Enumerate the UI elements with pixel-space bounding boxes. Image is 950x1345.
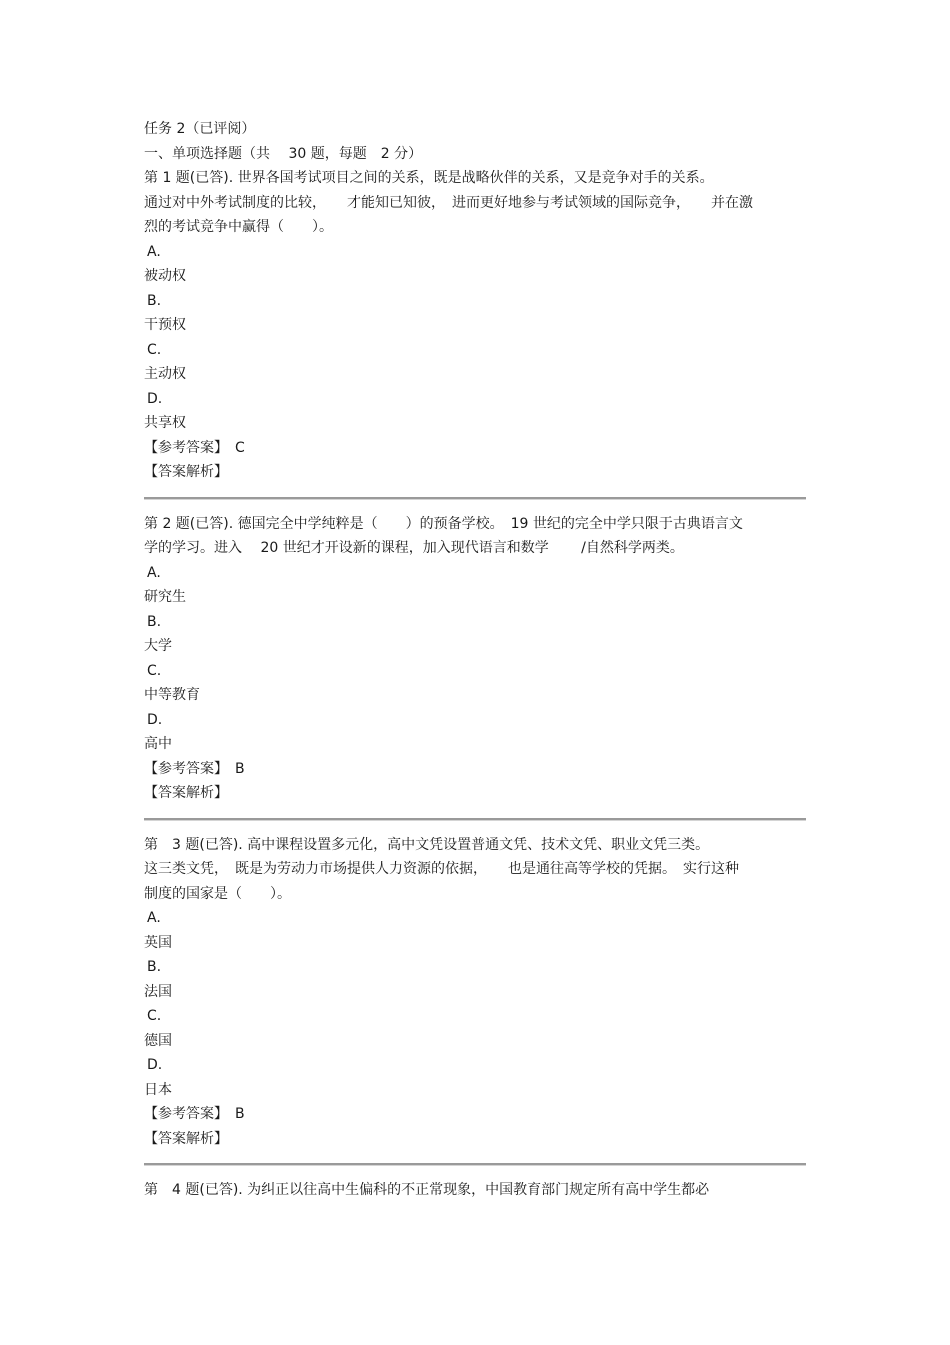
- option-b-letter: B.: [147, 613, 162, 630]
- option-c-letter: C.: [147, 1008, 162, 1024]
- option-d-text: 日本: [144, 1081, 172, 1098]
- question-text-line: 第 4 题(已答). 为纠正以往高中生偏科的不正常现象，中国教育部门规定所有高中学生都必: [144, 1182, 710, 1198]
- question-text-line: 通过对中外考试制度的比较， 才能知已知彼， 进而更好地参与考试领域的国际竞争， 并在激: [144, 194, 753, 211]
- option-d-letter: D.: [147, 711, 163, 728]
- option-c-letter: C.: [147, 662, 162, 679]
- option-a-letter: A.: [147, 564, 161, 581]
- task-title: 任务 2（已评阅）: [144, 121, 256, 137]
- option-b-text: 干预权: [144, 317, 186, 333]
- option-b-text: 大学: [144, 638, 172, 654]
- option-b-letter: B.: [147, 959, 162, 975]
- question-text-line: 第 2 题(已答). 德国完全中学纯粹是（ ）的预备学校。 19 世纪的完全中学只限于古典语言文: [144, 515, 743, 532]
- question-text-line: 烈的考试竞争中赢得（ ）。: [144, 219, 333, 235]
- option-a-letter: A.: [147, 910, 161, 926]
- option-c-letter: C.: [147, 341, 162, 358]
- answer-analysis: 【答案解析】: [144, 785, 228, 801]
- option-a-text: 被动权: [144, 268, 186, 284]
- question-divider: [144, 1163, 806, 1166]
- question-text-line: 这三类文凭， 既是为劳动力市场提供人力资源的依据， 也是通往高等学校的凭据。 实行这种: [144, 861, 739, 877]
- reference-answer: 【参考答案】 C: [144, 439, 245, 456]
- option-a-letter: A.: [147, 243, 161, 260]
- option-c-text: 德国: [144, 1032, 172, 1049]
- answer-analysis: 【答案解析】: [144, 1130, 228, 1147]
- option-d-text: 高中: [144, 736, 172, 752]
- question-text-line: 学的学习。进入 20 世纪才开设新的课程，加入现代语言和数学 /自然科学两类。: [144, 540, 684, 556]
- question-text-line: 制度的国家是（ ）。: [144, 885, 291, 902]
- question-3: [144, 833, 806, 1152]
- option-c-text: 主动权: [144, 366, 186, 382]
- section-title: 一、单项选择题（共 30 题，每题 2 分）: [144, 145, 423, 162]
- question-text-line: 第 1 题(已答). 世界各国考试项目之间的关系，既是战略伙伴的关系，又是竞争对手的关系。: [144, 170, 714, 186]
- question-divider: [144, 497, 806, 500]
- reference-answer: 【参考答案】 B: [144, 760, 245, 777]
- option-c-text: 中等教育: [144, 687, 200, 703]
- option-d-letter: D.: [147, 390, 163, 407]
- option-d-letter: D.: [147, 1057, 163, 1073]
- question-2: [144, 512, 806, 806]
- question-divider: [144, 818, 806, 821]
- option-b-text: 法国: [144, 983, 172, 1000]
- answer-analysis: 【答案解析】: [144, 464, 228, 480]
- option-d-text: 共享权: [144, 415, 186, 431]
- document-content: [144, 117, 806, 1203]
- option-b-letter: B.: [147, 292, 162, 309]
- option-a-text: 研究生: [144, 589, 186, 605]
- option-a-text: 英国: [144, 934, 172, 951]
- question-4: [144, 1178, 806, 1203]
- question-1: [144, 166, 806, 485]
- question-text-line: 第 3 题(已答). 高中课程设置多元化，高中文凭设置普通文凭、技术文凭、职业文凭三类。: [144, 836, 710, 853]
- reference-answer: 【参考答案】 B: [144, 1106, 245, 1122]
